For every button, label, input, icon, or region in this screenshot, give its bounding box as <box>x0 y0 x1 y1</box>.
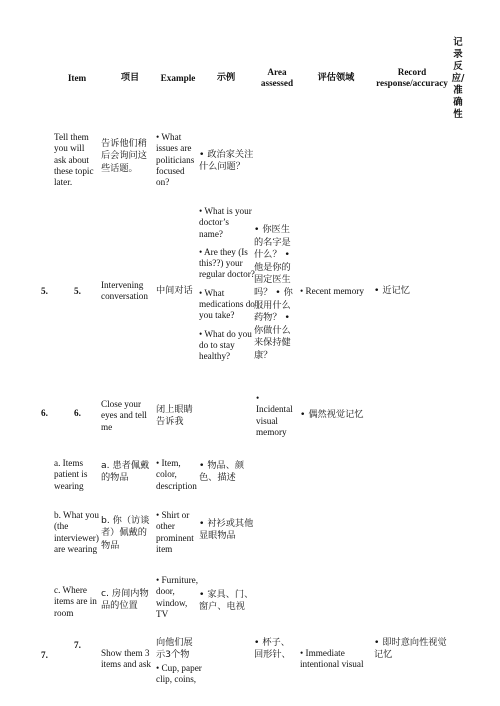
row5-example-1: • What is your doctor’s name? <box>199 206 252 239</box>
row6a-item-text-zh: a. 患者佩戴的物品 <box>101 460 150 484</box>
row6-item-text-zh: 闭上眼睛告诉我 <box>156 404 193 428</box>
row6a-item-text: a. Items patient is wearing <box>54 458 88 491</box>
intro-example-zh: • 政治家关注什么问题？ <box>199 149 254 173</box>
row7-number-zh: 7. <box>74 640 81 650</box>
row5-area-zh: • 近记忆 <box>374 285 410 296</box>
header-example: Example <box>160 73 196 83</box>
row6b-item-text: b. What you (the interviewer) are wearing <box>54 510 99 554</box>
row5-examples-zh: • 你医生的名字是什么？ • 他是你的固定医生吗？ • 你服用什么药物？ • 你做什么来保持健康？ <box>254 224 293 361</box>
header-record-response: Record response/accuracy <box>376 67 448 89</box>
intro-example: • What issues are politicians focused on? <box>156 132 195 188</box>
row5-example-2: • Are they (Is this??) your regular doctor? <box>199 246 255 280</box>
row6c-example: • Furniture, door, window, TV <box>156 575 199 619</box>
row6c-item-text-zh: c. 房间内物品的位置 <box>101 588 149 612</box>
row5-item-text: Intervening conversation <box>101 280 148 302</box>
row5-example-4: • What do you do to stay healthy? <box>199 328 252 362</box>
row5-number: 5. <box>41 286 48 296</box>
row5-example-3: • What medications do you take? <box>199 287 255 321</box>
header-item-zh: 项目 <box>120 72 140 83</box>
intro-item-text: Tell them you will ask about these topic later. <box>54 132 94 188</box>
row7-area: • Immediate intentional visual <box>300 648 364 670</box>
header-record-response-zh: 记录反应/准确性 <box>451 37 465 120</box>
row7-example: • Cup, paper clip, coins, <box>156 663 202 685</box>
row7-area-zh: • 即时意向性视觉记忆 <box>374 637 447 661</box>
row7-item-text-zh: 向他们展示3个物 <box>156 637 193 661</box>
header-item: Item <box>67 73 87 83</box>
header-area-assessed-zh: 评估领域 <box>317 72 355 83</box>
row6-number: 6. <box>41 408 48 418</box>
row7-number: 7. <box>41 650 48 660</box>
row6-item-text: Close your eyes and tell me <box>101 399 147 432</box>
header-area-assessed: Area assessed <box>260 67 294 89</box>
row6-area-zh: • 偶然视觉记忆 <box>300 409 364 420</box>
header-example-zh: 示例 <box>216 72 236 83</box>
row6b-example-zh: • 衬衫或其他显眼物品 <box>199 518 254 542</box>
row6b-item-text-zh: b. 你（访谈者）佩戴的物品 <box>101 515 150 551</box>
row6-area: • Incidental visual memory <box>256 393 293 437</box>
row6b-example: • Shirt or other prominent item <box>156 510 194 554</box>
intro-item-text-zh: 告诉他们稍后会询问这些话题。 <box>101 138 147 174</box>
row6a-example-zh: • 物品、颜色、描述 <box>199 460 245 484</box>
row7-example-zh: • 杯子、回形针、 <box>254 637 291 661</box>
row5-area: • Recent memory <box>300 286 364 296</box>
row6a-example: • Item, color, description <box>156 458 197 491</box>
row5-examples <box>199 206 255 370</box>
row6c-example-zh: • 家具、门、窗户、电视 <box>199 589 254 613</box>
row5-item-text-zh: 中间对话 <box>156 285 193 296</box>
row6-number-zh: 6. <box>74 408 81 418</box>
row6c-item-text: c. Where items are in room <box>54 585 97 618</box>
row5-number-zh: 5. <box>74 286 81 296</box>
row7-item-text: Show them 3 items and ask <box>101 648 152 670</box>
